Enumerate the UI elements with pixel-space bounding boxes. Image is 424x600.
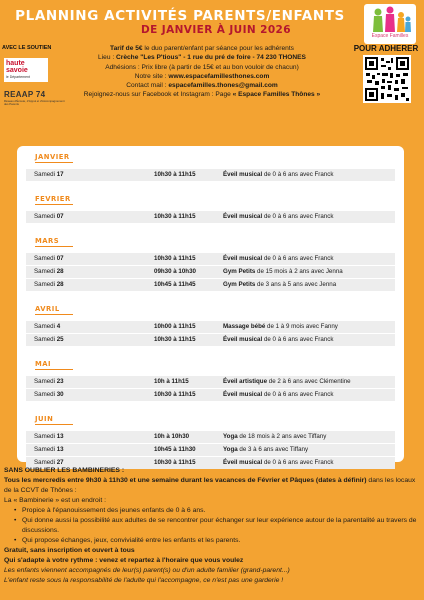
info-block (60, 44, 344, 100)
page-subtitle: DE JANVIER À JUIN 2026 (141, 24, 291, 36)
haute-savoie-logo: haute savoie le Département (4, 58, 48, 82)
page-title: PLANNING ACTIVITÉS PARENTS/ENFANTS (15, 8, 345, 24)
schedule-card (17, 146, 404, 466)
table-row: Samedi 25 10h30 à 11h15 Éveil musical de 0 à 6 ans avec Franck (26, 334, 395, 346)
table-row: Samedi 28 09h30 à 10h30 Gym Petits de 15 mois à 2 ans avec Jenna (26, 266, 395, 278)
bambinerie-intro: La « Bambinerie » est un endroit : (4, 497, 107, 504)
bambineries-section (4, 466, 420, 586)
table-row: Samedi 4 10h00 à 11h15 Massage bébé de 1 à 9 mois avec Fanny (26, 321, 395, 333)
free-line: Gratuit, sans inscription et ouvert à tous (4, 547, 135, 554)
month-juin: JUIN (35, 415, 54, 423)
month-mars: MARS (35, 237, 60, 245)
table-row: Samedi 13 10h45 à 11h30 Yoga de 3 à 6 ans avec Tiffany (26, 444, 395, 456)
site-link[interactable]: www.espacefamillesthones.com (168, 72, 270, 80)
note-line-2: L'enfant reste sous la responsabilité de l'adulte qui l'accompagne, ce n'est pas une garderie ! (4, 577, 284, 584)
mail-line: Contact mail : espacefamilles.thones@gmail.com (126, 82, 278, 90)
table-row: Samedi 17 10h30 à 11h15 Éveil musical de 0 à 6 ans avec Franck (26, 169, 395, 181)
tarif-line: Tarif de 5€ le duo parent/enfant par séance pour les adhérents (110, 45, 294, 52)
table-row: Samedi 27 10h30 à 11h15 Éveil musical de 0 à 6 ans avec Franck (26, 457, 395, 469)
bambinerie-list (14, 506, 420, 546)
table-row: Samedi 07 10h30 à 11h15 Éveil musical de 0 à 6 ans avec Franck (26, 253, 395, 265)
adhesion-line: Adhésions : Prix libre (à partir de 15€ et au bon vouloir de chacun) (105, 63, 299, 71)
social-line: Rejoignez-nous sur Facebook et Instagram : Page « Espace Familles Thônes » (83, 91, 321, 99)
rhythm-line: Qui s'adapte à votre rythme : venez et repartez à l'horaire que vous voulez (4, 557, 244, 564)
qr-code[interactable] (363, 55, 411, 103)
table-row: Samedi 13 10h à 10h30 Yoga de 18 mois à 2 ans avec Tiffany (26, 431, 395, 443)
bambineries-schedule: Tous les mercredis entre 9h30 à 11h30 et une semaine durant les vacances de Février et Pâques (dates à définir) dans les locaux de la CCVT de Thônes : (4, 477, 416, 494)
month-avril: AVRIL (35, 305, 60, 313)
mail-link[interactable]: espacefamilles.thones@gmail.com (168, 82, 278, 90)
table-row: Samedi 30 10h30 à 11h15 Éveil musical de 0 à 6 ans avec Franck (26, 389, 395, 401)
table-row: Samedi 28 10h45 à 11h45 Gym Petits de 3 ans à 5 ans avec Jenna (26, 279, 395, 291)
qr-code-icon (363, 55, 411, 103)
list-item: • Qui propose échanges, jeux, convivialité entre les enfants et les parents. (14, 536, 420, 546)
logo-label: Espace Familles (371, 33, 409, 39)
month-mai: MAI (35, 360, 52, 368)
pour-adherer-label: POUR ADHERER (353, 44, 419, 53)
table-row: Samedi 23 10h à 11h15 Éveil artistique de 2 à 6 ans avec Clémentine (26, 376, 395, 388)
table-row: Samedi 07 10h30 à 11h15 Éveil musical de 0 à 6 ans avec Franck (26, 211, 395, 223)
bambineries-heading: SANS OUBLIER LES BAMBINERIES : (4, 467, 125, 474)
month-janvier: JANVIER (35, 153, 70, 161)
note-line-1: Les enfants viennent accompagnés de leur(s) parent(s) ou d'un adulte familier (grand-parent...) (4, 567, 290, 574)
list-item: • Propice à l'épanouissement des jeunes enfants de 0 à 6 ans. (14, 506, 420, 516)
site-line: Notre site : www.espacefamillesthones.com (134, 72, 270, 80)
soutien-label: AVEC LE SOUTIEN (2, 45, 52, 51)
month-fevrier: FEVRIER (35, 195, 71, 203)
reaap-logo: REAAP 74 Réseau d'Écoute, d'Appui et d'Accompagnement des Parents (4, 90, 65, 106)
lieu-line: Lieu : Crèche "Les P'tious" - 1 rue du pré de foire - 74 230 THONES (98, 54, 306, 62)
list-item: • Qui donne aussi la possibilité aux adultes de se rencontrer pour échanger sur leur expérience autour de la parentalité au travers de discussions. (14, 516, 420, 536)
